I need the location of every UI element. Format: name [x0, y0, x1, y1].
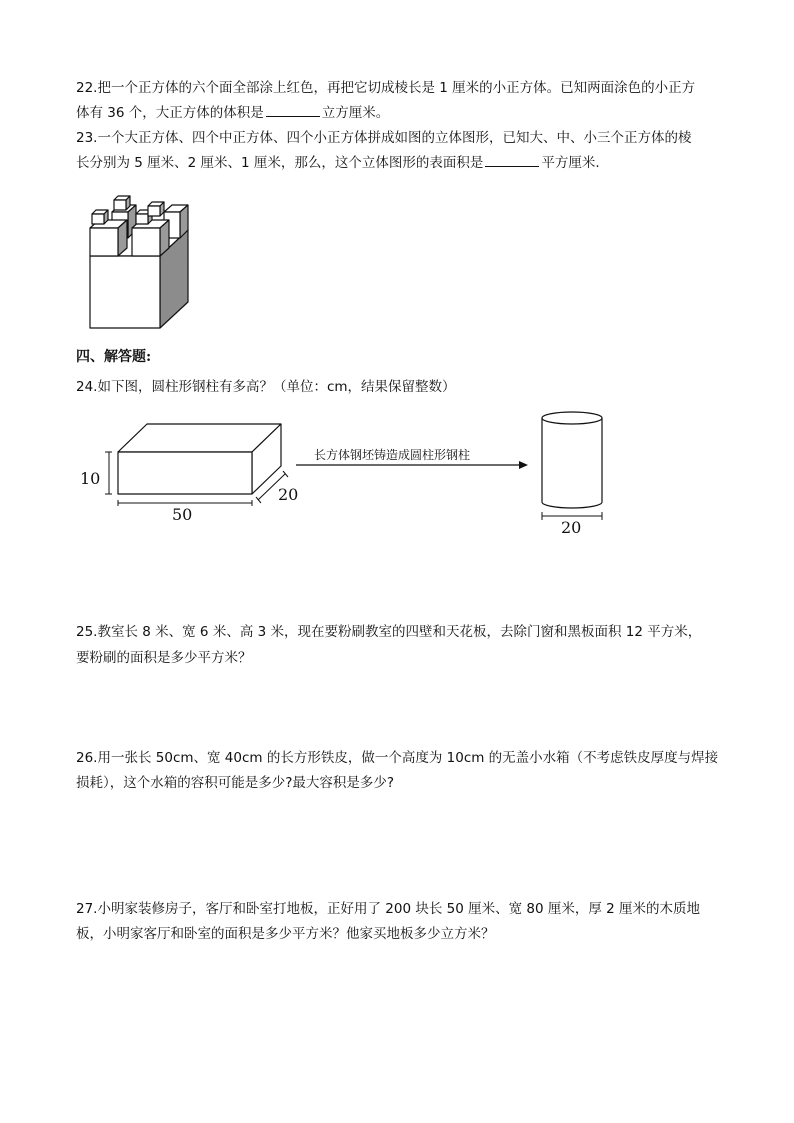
q24-figure — [76, 408, 616, 538]
q22-line2-after: 立方厘米。 — [321, 105, 390, 121]
medium-cube-front-left — [90, 228, 118, 256]
q23-cube-figure — [86, 184, 196, 334]
large-cube-front — [90, 256, 160, 328]
small-cube-4 — [148, 206, 160, 216]
cylinder-body — [542, 418, 602, 508]
q22-line1: 22.把一个正方体的六个面全部涂上红色，再把它切成棱长是 1 厘米的小正方体。已知两面涂色的小正方 — [76, 80, 696, 96]
q23-line2-after: 平方厘米. — [541, 155, 600, 171]
q26-line2: 损耗），这个水箱的容积可能是多少?最大容积是多少? — [76, 775, 395, 791]
width-label: 20 — [278, 485, 299, 504]
q23-line2 — [76, 154, 600, 172]
q22-line2-before: 体有 36 个，大正方体的体积是 — [76, 105, 264, 121]
small-cube-1 — [92, 214, 104, 224]
height-label: 10 — [80, 469, 101, 488]
cylinder-top — [542, 412, 602, 424]
arrow-caption: 长方体钢坯铸造成圆柱形钢柱 — [314, 448, 471, 462]
q23-line2-before: 长分别为 5 厘米、2 厘米、1 厘米，那么，这个立体图形的表面积是 — [76, 155, 484, 171]
q23-line1: 23.一个大正方体、四个中正方体、四个小正方体拼成如图的立体图形，已知大、中、小三个正方体的棱 — [76, 130, 692, 146]
q26-line1: 26.用一张长 50cm、宽 40cm 的长方形铁皮，做一个高度为 10cm 的无盖小水箱（不考虑铁皮厚度与焊接 — [76, 750, 719, 766]
q25-line1: 25.教室长 8 米、宽 6 米、高 3 米，现在要粉刷教室的四壁和天花板，去除门窗和黑板面积 12 平方米， — [76, 624, 702, 640]
q27-line2: 板，小明家客厅和卧室的面积是多少平方米？他家买地板多少立方米？ — [76, 926, 495, 942]
q27-line1: 27.小明家装修房子，客厅和卧室打地板，正好用了 200 块长 50 厘米、宽 80 厘米，厚 2 厘米的木质地 — [76, 901, 701, 917]
medium-cube-front-right — [132, 228, 160, 256]
section-title: 四、解答题: — [76, 349, 152, 365]
q23-answer-blank — [485, 154, 539, 167]
q22-line2 — [76, 104, 389, 122]
diameter-label: 20 — [561, 518, 582, 537]
cuboid-front — [118, 452, 252, 494]
small-cube-3 — [136, 214, 148, 224]
length-label: 50 — [172, 505, 193, 524]
arrow-head — [519, 461, 528, 469]
q22-answer-blank — [266, 104, 320, 117]
q24-text: 24.如下图，圆柱形钢柱有多高？（单位：cm，结果保留整数） — [76, 379, 456, 395]
small-cube-2 — [114, 200, 126, 210]
q25-line2: 要粉刷的面积是多少平方米？ — [76, 650, 252, 666]
